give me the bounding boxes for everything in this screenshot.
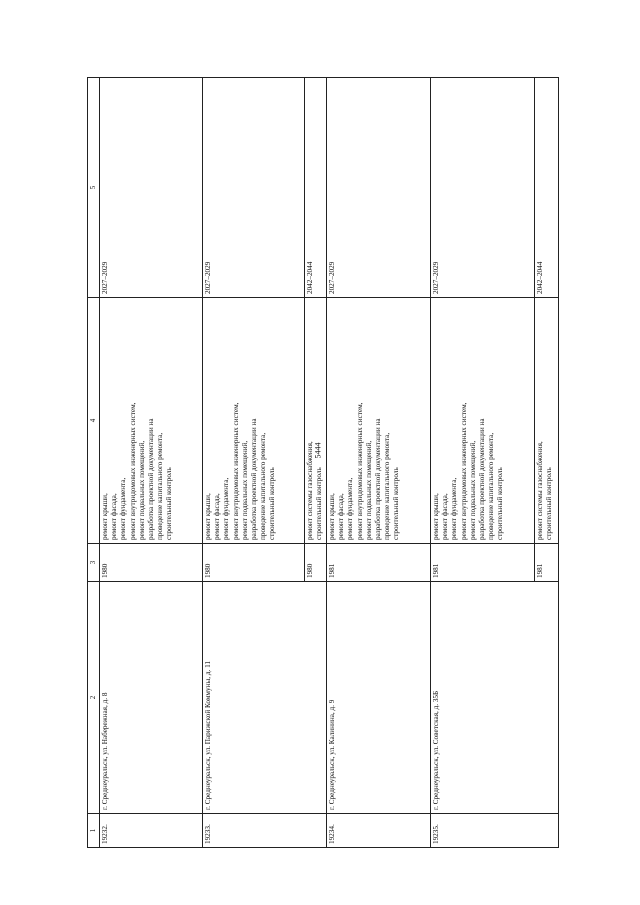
- header-col-5: 5: [88, 78, 100, 298]
- work-item: ремонт внутридомовых инженерных систем,: [459, 402, 468, 540]
- work-item: ремонт внутридомовых инженерных систем,: [355, 402, 364, 540]
- row-period: 2027–2029: [430, 78, 534, 298]
- page-number: 5444: [313, 442, 323, 459]
- header-row: [88, 78, 100, 848]
- work-item: строительный контроль: [165, 467, 174, 540]
- work-item: ремонт системы газоснабжения,: [535, 441, 544, 540]
- work-item: ремонт фасада,: [110, 493, 119, 540]
- row-year: 1981: [326, 544, 430, 582]
- table-row: [99, 78, 202, 848]
- work-item: ремонт фасада,: [337, 493, 346, 540]
- row-works: [99, 298, 202, 544]
- work-item: строительный контроль: [496, 467, 505, 540]
- row-period: 2027–2029: [202, 78, 304, 298]
- row-year: 1980: [304, 544, 326, 582]
- row-number: 19235.: [430, 814, 558, 848]
- work-item: строительный контроль: [315, 467, 324, 540]
- work-item: строительный контроль: [268, 467, 277, 540]
- row-number: 19234.: [326, 814, 430, 848]
- work-item: ремонт фасада,: [213, 493, 222, 540]
- work-item: ремонт системы газоснабжения,: [305, 441, 314, 540]
- row-number: 19232.: [99, 814, 202, 848]
- work-item: ремонт подвальных помещений,: [468, 440, 477, 540]
- work-item: разработка проектной документации на: [250, 418, 259, 540]
- work-item: ремонт крыши,: [203, 493, 212, 540]
- row-works: [326, 298, 430, 544]
- header-col-2: 2: [88, 582, 100, 814]
- row-number: 19233.: [202, 814, 326, 848]
- row-year: 1981: [430, 544, 534, 582]
- header-col-3: 3: [88, 544, 100, 582]
- work-item: разработка проектной документации на: [374, 418, 383, 540]
- row-year: 1980: [99, 544, 202, 582]
- work-item: ремонт подвальных помещений,: [364, 440, 373, 540]
- work-item: ремонт крыши,: [327, 493, 336, 540]
- work-item: ремонт внутридомовых инженерных систем,: [231, 402, 240, 540]
- work-item: ремонт крыши,: [431, 493, 440, 540]
- work-item: строительный контроль: [545, 467, 554, 540]
- row-address: г. Среднеуральск, ул. Советская, д. 35Б: [430, 582, 558, 814]
- work-item: проведение капитального ремонта,: [383, 432, 392, 540]
- row-address: г. Среднеуральск, ул. Парижской Коммуны, д. 11: [202, 582, 326, 814]
- work-item: ремонт фундамента,: [119, 477, 128, 540]
- row-period: 2042–2044: [534, 78, 558, 298]
- work-item: ремонт подвальных помещений,: [137, 440, 146, 540]
- row-address: г. Среднеуральск, ул. Набережная, д. 8: [99, 582, 202, 814]
- table-row: [326, 78, 430, 848]
- header-col-1: 1: [88, 814, 100, 848]
- work-item: проведение капитального ремонта,: [156, 432, 165, 540]
- table-row: [202, 78, 304, 848]
- row-period: 2027–2029: [326, 78, 430, 298]
- table-row: [430, 78, 534, 848]
- work-item: разработка проектной документации на: [147, 418, 156, 540]
- work-item: ремонт фасада,: [441, 493, 450, 540]
- work-item: строительный контроль: [392, 467, 401, 540]
- row-address: г. Среднеуральск, ул. Калинина, д. 9: [326, 582, 430, 814]
- row-period: 2042–2044: [304, 78, 326, 298]
- work-item: ремонт крыши,: [100, 493, 109, 540]
- capital-repair-table: [87, 77, 559, 848]
- row-period: 2027–2029: [99, 78, 202, 298]
- work-item: проведение капитального ремонта,: [487, 432, 496, 540]
- row-works: [202, 298, 304, 544]
- row-year: 1980: [202, 544, 304, 582]
- work-item: проведение капитального ремонта,: [259, 432, 268, 540]
- row-works: [430, 298, 534, 544]
- work-item: ремонт фундамента,: [346, 477, 355, 540]
- work-item: ремонт внутридомовых инженерных систем,: [128, 402, 137, 540]
- rotated-table-container: [87, 78, 555, 848]
- work-item: ремонт фундамента,: [222, 477, 231, 540]
- row-works: [534, 298, 558, 544]
- work-item: ремонт подвальных помещений,: [240, 440, 249, 540]
- row-works: [304, 298, 326, 544]
- work-item: разработка проектной документации на: [478, 418, 487, 540]
- work-item: ремонт фундамента,: [450, 477, 459, 540]
- row-year: 1981: [534, 544, 558, 582]
- header-col-4: 4: [88, 298, 100, 544]
